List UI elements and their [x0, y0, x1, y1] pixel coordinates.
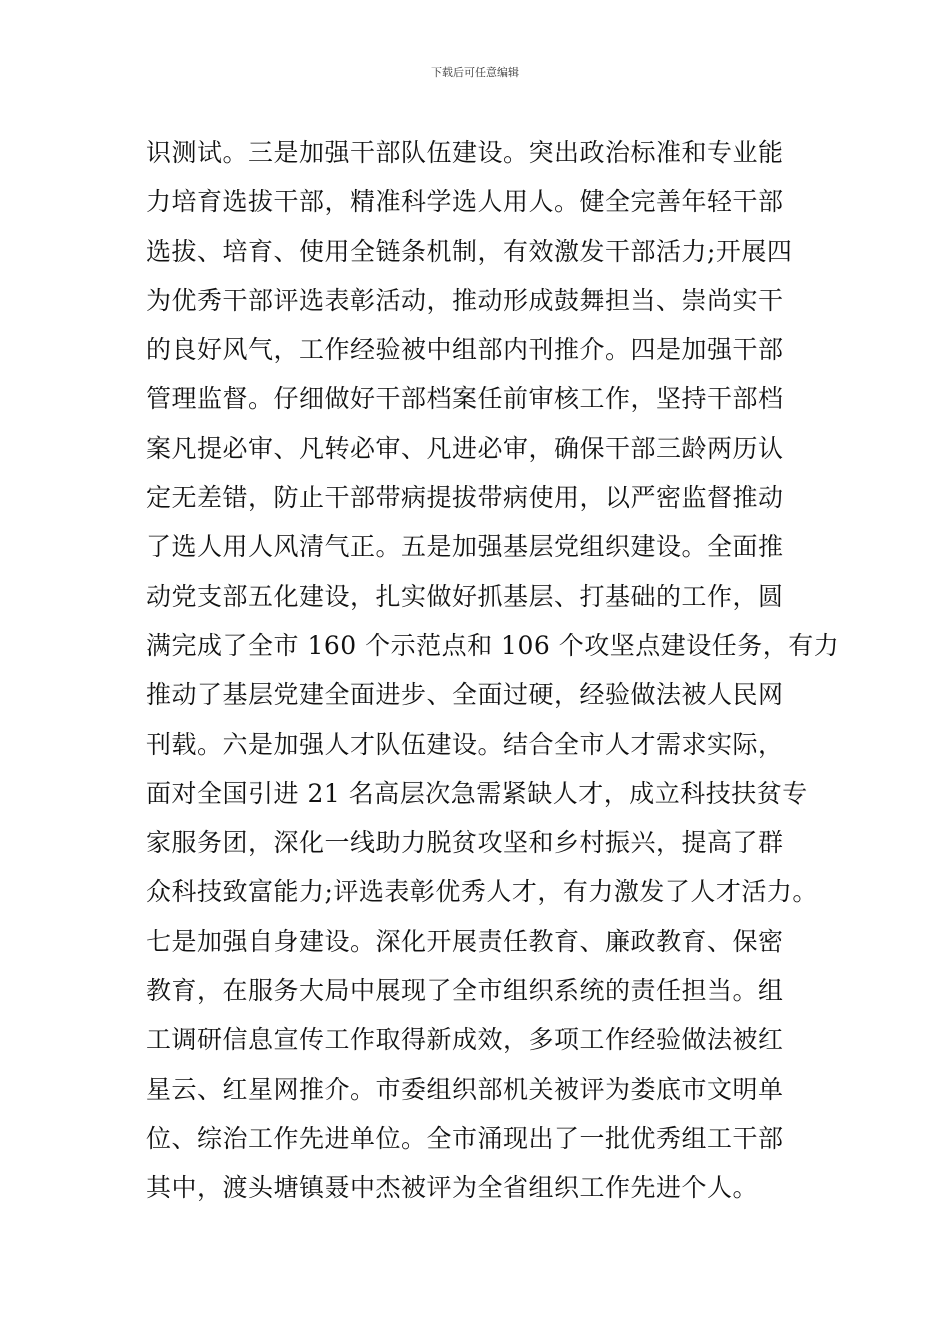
text-line: 选拔、培育、使用全链条机制，有效激发干部活力;开展四 — [146, 236, 793, 266]
text-line: 案凡提必审、凡转必审、凡进必审，确保干部三龄两历认 — [146, 433, 784, 463]
text-line: 了选人用人风清气正。五是加强基层党组织建设。全面推 — [146, 532, 784, 562]
text-line: 的良好风气，工作经验被中组部内刊推介。四是加强干部 — [146, 335, 784, 365]
text-line: 推动了基层党建全面进步、全面过硬，经验做法被人民网 — [146, 680, 784, 710]
text-line: 面对全国引进 21 名高层次急需紧缺人才，成立科技扶贫专 — [146, 778, 808, 808]
text-line: 教育，在服务大局中展现了全市组织系统的责任担当。组 — [146, 976, 784, 1006]
text-line: 星云、红星网推介。市委组织部机关被评为娄底市文明单 — [146, 1074, 784, 1104]
text-line: 位、综治工作先进单位。全市涌现出了一批优秀组工干部 — [146, 1123, 784, 1153]
text-line: 其中，渡头塘镇聂中杰被评为全省组织工作先进个人。 — [146, 1173, 759, 1203]
text-line: 动党支部五化建设，扎实做好抓基层、打基础的工作，圆 — [146, 581, 784, 611]
text-line: 定无差错，防止干部带病提拔带病使用，以严密监督推动 — [146, 483, 784, 513]
text-line: 力培育选拔干部，精准科学选人用人。健全完善年轻干部 — [146, 187, 784, 217]
text-line: 识测试。三是加强干部队伍建设。突出政治标准和专业能 — [146, 138, 784, 167]
text-line: 七是加强自身建设。深化开展责任教育、廉政教育、保密 — [146, 926, 784, 956]
body-text — [146, 128, 846, 1213]
text-line: 为优秀干部评选表彰活动，推动形成鼓舞担当、崇尚实干 — [146, 285, 784, 315]
page-header: 下载后可任意编辑 — [431, 66, 519, 79]
text-line: 满完成了全市 160 个示范点和 106 个攻坚点建设任务，有力 — [146, 630, 840, 660]
text-line: 工调研信息宣传工作取得新成效，多项工作经验做法被红 — [146, 1025, 784, 1055]
text-line: 家服务团，深化一线助力脱贫攻坚和乡村振兴，提高了群 — [146, 828, 784, 858]
text-line: 刊载。六是加强人才队伍建设。结合全市人才需求实际， — [146, 729, 784, 759]
text-line: 众科技致富能力;评选表彰优秀人才，有力激发了人才活力。 — [146, 877, 818, 907]
text-line: 管理监督。仔细做好干部档案任前审核工作，坚持干部档 — [146, 384, 784, 414]
